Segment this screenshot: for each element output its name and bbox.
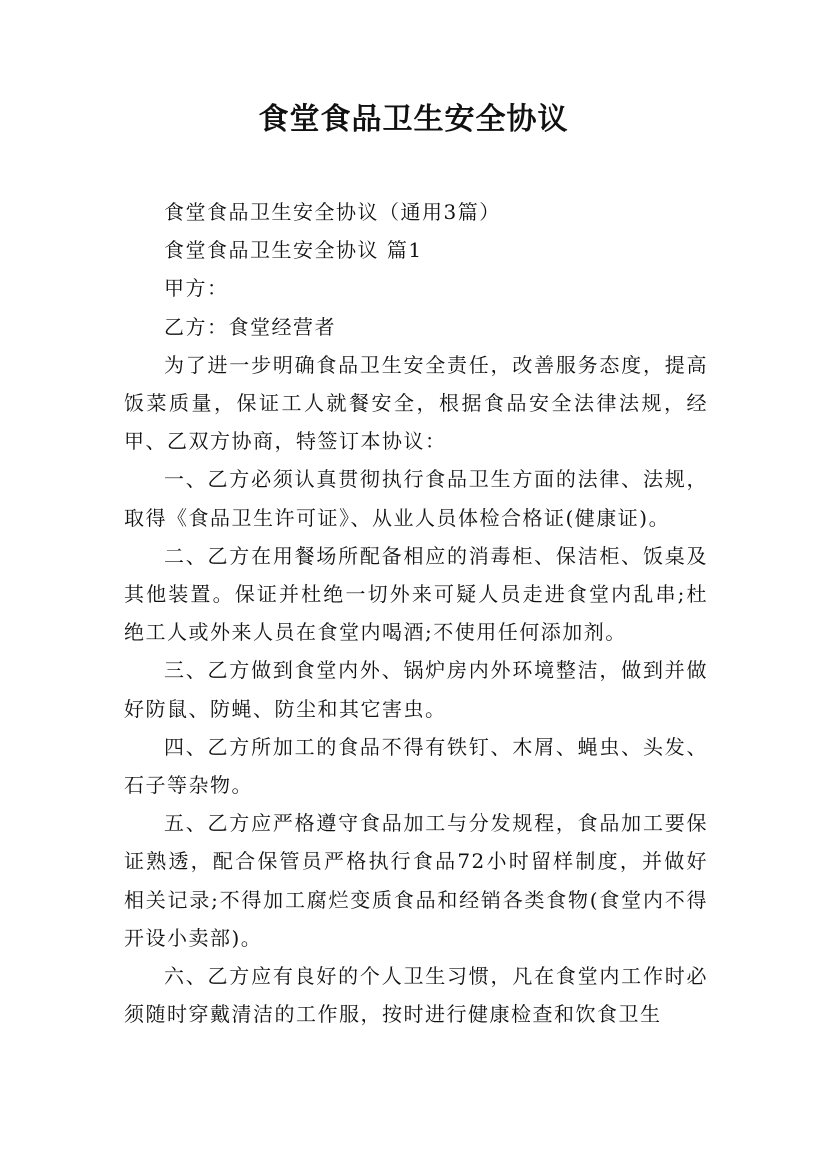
paragraph-clause-4: 四、乙方所加工的食品不得有铁钉、木屑、蝇虫、头发、石子等杂物。: [124, 734, 708, 798]
paragraph-party-b: 乙方：食堂经营者: [164, 314, 336, 339]
paragraph-section-heading: 食堂食品卫生安全协议 篇1: [164, 238, 423, 263]
paragraph-subtitle: 食堂食品卫生安全协议（通用3篇）: [164, 200, 501, 224]
paragraph-clause-5: 五、乙方应严格遵守食品加工与分发规程，食品加工要保证熟透，配合保管员严格执行食品72小时留样制度，并做好相关记录;不得加工腐烂变质食品和经销各类食物(食堂内不得开设小卖部)。: [124, 811, 708, 950]
paragraph-party-a: 甲方：: [164, 276, 229, 301]
paragraph-clause-6: 六、乙方应有良好的个人卫生习惯，凡在食堂内工作时必须随时穿戴清洁的工作服，按时进行健康检查和饮食卫生: [124, 964, 708, 1027]
paragraph-preamble: 为了进一步明确食品卫生安全责任，改善服务态度，提高饭菜质量，保证工人就餐安全，根据食品安全法律法规，经甲、乙双方协商，特签订本协议：: [124, 352, 708, 454]
document-body: [124, 193, 708, 1033]
paragraph-clause-3: 三、乙方做到食堂内外、锅炉房内外环境整洁，做到并做好防鼠、防蝇、防尘和其它害虫。: [124, 658, 708, 721]
paragraph-clause-1: 一、乙方必须认真贯彻执行食品卫生方面的法律、法规，取得《食品卫生许可证》、从业人员体检合格证(健康证)。: [124, 467, 708, 530]
paragraph-clause-2: 二、乙方在用餐场所配备相应的消毒柜、保洁柜、饭桌及其他装置。保证并杜绝一切外来可疑人员走进食堂内乱串;杜绝工人或外来人员在食堂内喝酒;不使用任何添加剂。: [124, 543, 708, 645]
document-title: 食堂食品卫生安全协议: [258, 102, 569, 137]
